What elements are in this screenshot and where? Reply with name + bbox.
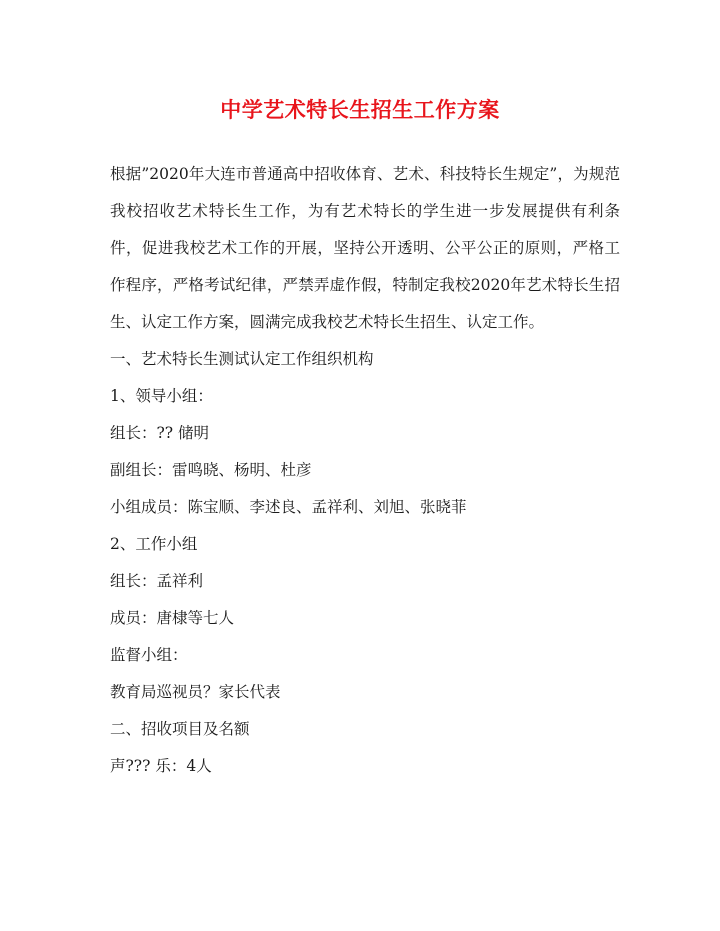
intro-paragraph: 根据”2020年大连市普通高中招收体育、艺术、科技特长生规定”，为规范我校招收艺术特长生工作，为有艺术特长的学生进一步发展提供有利条件，促进我校艺术工作的开展，坚持公开透明、公平公正的原则，严格工作程序，严格考试纪律，严禁弄虚作假，特制定我校2020年艺术特长生招生、认定工作方案，圆满完成我校艺术特长生招生、认定工作。: [110, 165, 620, 331]
vocal-music-quota-line: 声??? 乐：4人: [110, 757, 212, 775]
document-body: [110, 156, 620, 785]
supervision-members-line: 教育局巡视员？家长代表: [110, 683, 281, 701]
section-heading-enrollment: 二、招收项目及名额: [110, 720, 250, 738]
subheading-leadership-group: 1、领导小组：: [110, 387, 213, 405]
working-group-members-line: 成员：唐棣等七人: [110, 609, 235, 627]
section-heading-organization: 一、艺术特长生测试认定工作组织机构: [110, 350, 374, 368]
deputy-leader-line: 副组长：雷鸣晓、杨明、杜彦: [110, 461, 312, 479]
working-group-leader-line: 组长：孟祥利: [110, 572, 204, 590]
group-members-line: 小组成员：陈宝顺、李述良、孟祥利、刘旭、张晓菲: [110, 498, 467, 516]
document-title: 中学艺术特长生招生工作方案: [220, 97, 500, 122]
leader-line: 组长：?? 储明: [110, 424, 210, 442]
supervision-group-heading: 监督小组：: [110, 646, 188, 664]
subheading-working-group: 2、工作小组: [110, 535, 198, 553]
